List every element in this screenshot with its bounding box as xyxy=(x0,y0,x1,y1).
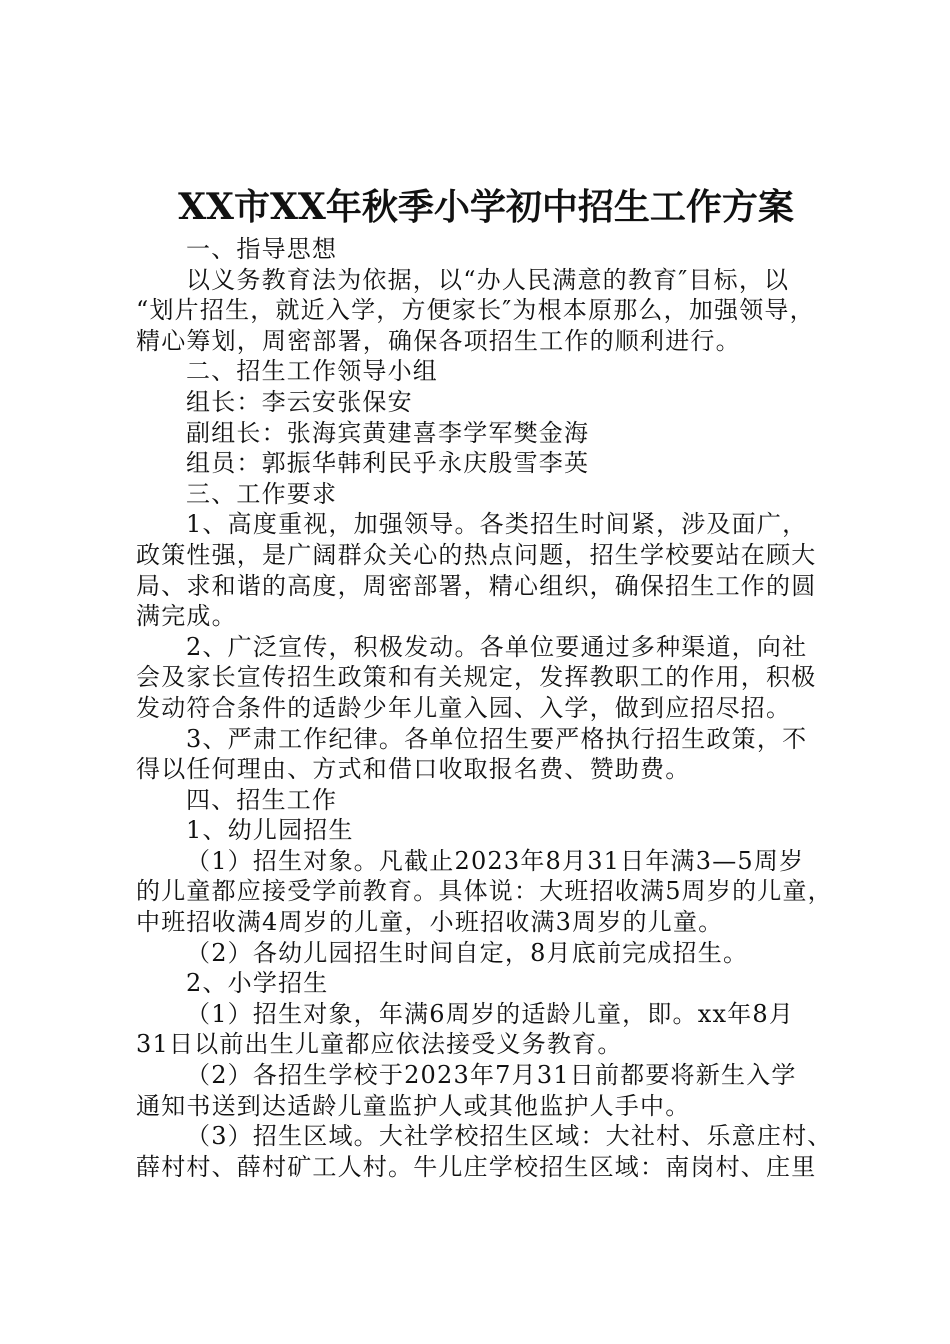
text-line: 精心筹划，周密部署，确保各项招生工作的顺利进行。 xyxy=(136,326,741,355)
text-line: 四、招生工作 xyxy=(186,785,338,814)
text-line: （1）招生对象。凡截止2023年8月31日年满3—5周岁 xyxy=(186,846,805,875)
text-line: 以义务教育法为依据，以“办人民满意的教育″目标，以 xyxy=(186,265,790,294)
text-line: 组长：李云安张保安 xyxy=(186,387,413,416)
text-line: 的儿童都应接受学前教育。具体说：大班招收满5周岁的儿童， xyxy=(136,877,833,906)
text-line: 二、招生工作领导小组 xyxy=(186,357,438,386)
text-line: （2）各招生学校于2023年7月31日前都要将新生入学 xyxy=(186,1061,797,1090)
text-line: 发动符合条件的适龄少年儿童入园、入学，做到应招尽招。 xyxy=(136,693,792,722)
text-line: （1）招生对象，年满6周岁的适龄儿童，即。xx年8月 xyxy=(186,999,795,1028)
text-line: 局、求和谐的高度，周密部署，精心组织，确保招生工作的圆 xyxy=(136,571,817,600)
text-line: 1、幼儿园招生 xyxy=(186,816,354,845)
text-line: （3）招生区域。大社学校招生区域：大社村、乐意庄村、 xyxy=(186,1122,833,1151)
text-line: 2、小学招生 xyxy=(186,969,329,998)
text-line: 通知书送到达适龄儿童监护人或其他监护人手中。 xyxy=(136,1091,691,1120)
text-line: 3、严肃工作纪律。各单位招生要严格执行招生政策，不 xyxy=(186,724,808,753)
document-body xyxy=(136,234,836,1182)
text-line: 副组长：张海宾黄建喜李学军樊金海 xyxy=(186,418,590,447)
text-line: 一、指导思想 xyxy=(186,235,338,263)
text-line: 中班招收满4周岁的儿童，小班招收满3周岁的儿童。 xyxy=(136,908,724,937)
text-line: 薛村村、薛村矿工人村。牛儿庄学校招生区域：南岗村、庄里 xyxy=(136,1152,817,1181)
text-line: 2、广泛宣传，积极发动。各单位要通过多种渠道，向社 xyxy=(186,632,808,661)
text-line: 31日以前出生儿童都应依法接受义务教育。 xyxy=(136,1030,623,1059)
text-line: 三、工作要求 xyxy=(186,479,338,508)
document-title: XX市XX年秋季小学初中招生工作方案 xyxy=(178,186,794,228)
text-line: （2）各幼儿园招生时间自定，8月底前完成招生。 xyxy=(186,938,749,967)
text-line: 得以任何理由、方式和借口收取报名费、赞助费。 xyxy=(136,755,691,784)
text-line: 1、高度重视，加强领导。各类招生时间紧，涉及面广， xyxy=(186,510,808,539)
text-line: “划片招生，就近入学，方便家长″为根本原那么，加强领导， xyxy=(136,296,815,325)
text-line: 组员：郭振华韩利民乎永庆殷雪李英 xyxy=(186,449,590,478)
text-line: 政策性强，是广阔群众关心的热点问题，招生学校要站在顾大 xyxy=(136,540,817,569)
text-line: 满完成。 xyxy=(136,602,237,631)
document-page xyxy=(136,180,836,1182)
text-line: 会及家长宣传招生政策和有关规定，发挥教职工的作用，积极 xyxy=(136,663,817,692)
